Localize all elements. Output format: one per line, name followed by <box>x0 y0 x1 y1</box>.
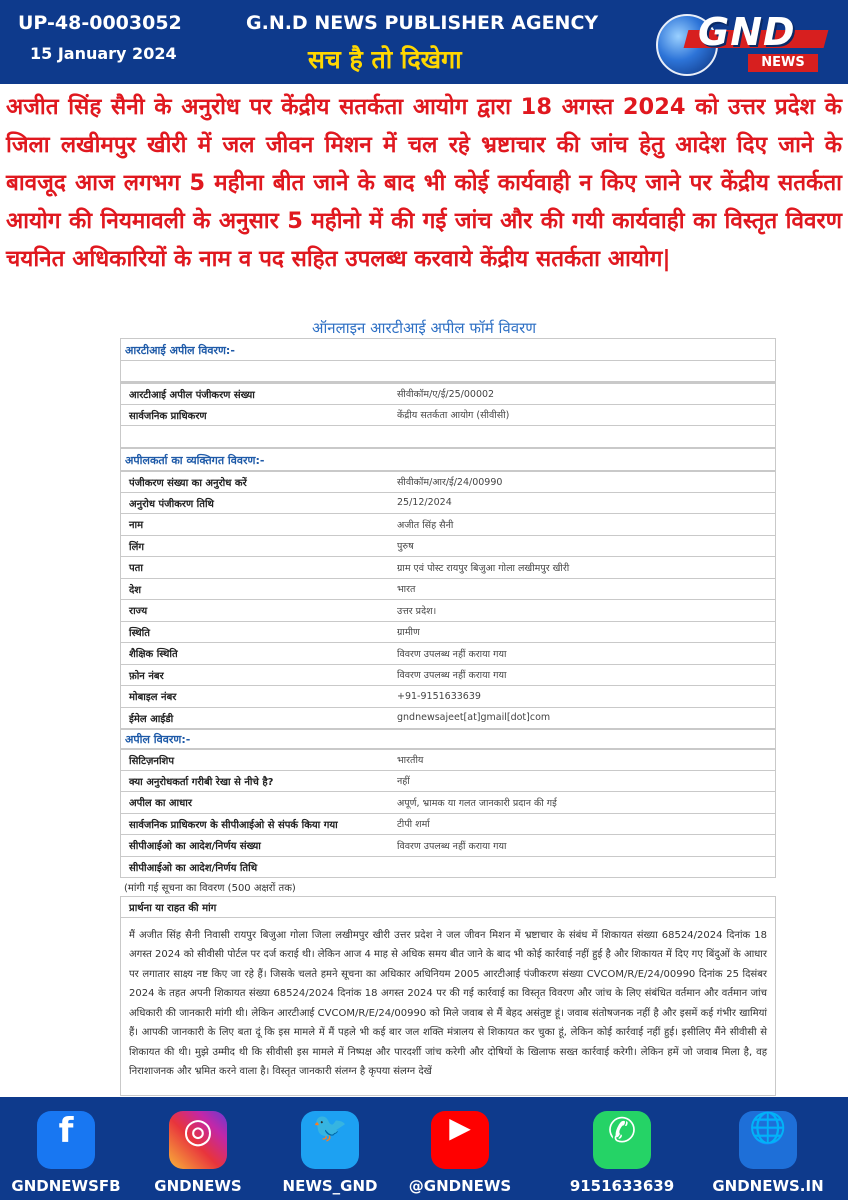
registration-code: UP-48-0003052 <box>18 12 182 34</box>
row-value: टीपी शर्मा <box>397 819 430 831</box>
globe-icon[interactable]: 🌐 <box>739 1111 797 1169</box>
row-label: नाम <box>129 520 144 532</box>
row-value: विवरण उपलब्ध नहीं कराया गया <box>397 648 507 660</box>
logo-text: GND <box>698 10 796 54</box>
headline: अजीत सिंह सैनी के अनुरोध पर केंद्रीय सतर्कता आयोग द्वारा 18 अगस्त 2024 को उत्तर प्रदेश के जिला लखीमपुर खीरी में जल जीवन मिशन में चल रहे भ्रष्टाचार की जांच हेतु आदेश दिए जाने के बावजूद आज लगभग 5 महीना बीत जाने के बाद भी कोई कार्यवाही न किए जाने पर केंद्रीय सतर्कता आयोग की नियमावली के अनुसार 5 महीनो में की गई जांच और की गयी कार्यवाही का विस्तृत विवरण चयनित अधिकारियों के नाम व पद सहित उपलब्ध करवाये केंद्रीय सतर्कता आयोग| <box>6 94 842 272</box>
row-label: मोबाइल नंबर <box>129 692 177 704</box>
tagline: सच है तो दिखेगा <box>308 45 462 74</box>
section-appeal-rows <box>120 382 776 426</box>
social-whatsapp[interactable] <box>552 1111 692 1195</box>
form-row <box>120 579 776 601</box>
row-label: अपील का आधार <box>129 798 192 810</box>
row-value: अजीत सिंह सैनी <box>397 519 454 531</box>
row-label: सार्वजनिक प्राधिकरण के सीपीआईओ से संपर्क किया गया <box>129 819 338 831</box>
header-banner <box>0 0 848 84</box>
section-title-personal: अपीलकर्ता का व्यक्तिगत विवरण:- <box>120 448 776 470</box>
prayer-text: मैं अजीत सिंह सैनी निवासी रायपुर बिजुआ गोला जिला लखीमपुर खीरी उत्तर प्रदेश ने जल जीवन मिशन में भ्रष्टाचार के संबंध में शिकायत संख्या 68524/2024 दिनांक 18 अगस्त 2024 को सीवीसी पोर्टल पर दर्ज कराई थी। लेकिन आज 4 माह से अधिक समय बीत जाने के बाद भी कोई कार्रवाई नहीं हुई है और शिकायत में दिए गए बिंदुओं के आधार पर लगातार साक्ष्य नष्ट किए जा रहे हैं। जिसके चलते हमने सूचना का अधिकार अधिनियम 2005 आरटीआई पंजीकरण संख्या CVCOM/R/E/24/00990 दिनांक 25 दिसंबर 2024 के तहत अपनी शिकायत संख्या 68524/2024 दिनांक 18 अगस्त 2024 पर की गई कार्रवाई का विस्तृत विवरण और जांच के लिए संबंधित वर्तमान और वर्तमान जांच अधिकारी की जानकारी मांगी थी। लेकिन आरटीआई CVCOM/R/E/24/00990 को मिले जवाब से मैं बेहद असंतुष्ट हूं। जवाब संतोषजनक नहीं है और इसमें कई गंभीर खामियां हैं। आपकी जानकारी के लिए बता दूं कि इस मामले में मैं पहले भी कई बार जल शक्ति मंत्रालय से शिकायत कर चुका हूं, लेकिन कोई कार्रवाई नहीं हुई। इसीलिए मैंने सीवीसी से शिकायत की थी। मुझे उम्मीद थी कि सीवीसी इस मामले में निष्पक्ष और पारदर्शी जांच करेगी और दोषियों के खिलाफ सख्त कार्रवाई करेगी। लेकिन हमें जो जवाब मिला है, वह निराशाजनक और भ्रमित करने वाला है। विस्तृत जानकारी संलग्न है कृपया संलग्न देखें <box>120 918 776 1096</box>
row-value: सीवीकॉम/आर/ई/24/00990 <box>397 477 503 489</box>
social-label: 9151633639 <box>569 1177 675 1195</box>
row-label: अनुरोध पंजीकरण तिथि <box>129 498 214 510</box>
row-value: 25/12/2024 <box>397 497 452 509</box>
social-twitter[interactable] <box>260 1111 400 1195</box>
form-row <box>120 514 776 536</box>
form-row <box>120 471 776 493</box>
row-value: भारतीय <box>397 755 424 767</box>
form-row <box>120 622 776 644</box>
section-title-appeal-details: अपील विवरण:- <box>120 729 776 748</box>
row-label: शैक्षिक स्थिति <box>129 649 178 661</box>
instagram-icon[interactable]: ◎ <box>169 1111 227 1169</box>
logo-subtext: NEWS <box>748 54 818 72</box>
form-row <box>120 792 776 814</box>
spacer <box>120 426 776 448</box>
row-label: फ़ोन नंबर <box>129 670 164 682</box>
social-label: @GNDNEWS <box>408 1177 512 1195</box>
social-label: GNDNEWS.IN <box>712 1177 824 1195</box>
facebook-icon[interactable]: f <box>37 1111 95 1169</box>
row-label: सिटिज़नशिप <box>129 755 175 767</box>
youtube-icon[interactable]: ▶ <box>431 1111 489 1169</box>
form-row <box>120 405 776 427</box>
social-label: GNDNEWSFB <box>11 1177 121 1195</box>
footer-social-bar <box>0 1097 848 1200</box>
form-row <box>120 493 776 515</box>
row-label: स्थिति <box>129 627 150 639</box>
social-label: GNDNEWS <box>154 1177 242 1195</box>
form-row <box>120 749 776 771</box>
form-row <box>120 383 776 405</box>
row-value: नहीं <box>397 776 410 788</box>
social-youtube[interactable] <box>390 1111 530 1195</box>
row-value: विवरण उपलब्ध नहीं कराया गया <box>397 840 507 852</box>
form-row <box>120 771 776 793</box>
row-label: राज्य <box>129 606 148 618</box>
section-personal-rows <box>120 470 776 729</box>
row-value: सीवीकॉम/ए/ई/25/00002 <box>397 389 495 401</box>
row-value: ग्रामीण <box>397 627 420 639</box>
row-label: सार्वजनिक प्राधिकरण <box>129 410 207 422</box>
row-label: पंजीकरण संख्या का अनुरोध करें <box>129 477 247 489</box>
row-value: अपूर्ण, भ्रामक या गलत जानकारी प्रदान की गई <box>397 797 557 809</box>
rti-appeal-form <box>120 338 776 1096</box>
row-value: भारत <box>397 584 416 596</box>
row-value: gndnewsajeet[at]gmail[dot]com <box>397 712 551 724</box>
form-row <box>120 708 776 730</box>
form-row <box>120 835 776 857</box>
publish-date: 15 January 2024 <box>30 44 177 63</box>
row-label: देश <box>129 584 142 596</box>
form-row <box>120 643 776 665</box>
row-label: सीपीआईओ का आदेश/निर्णय संख्या <box>129 841 261 853</box>
info-note: (मांगी गई सूचना का विवरण (500 अक्षरों तक) <box>124 883 296 894</box>
row-value: विवरण उपलब्ध नहीं कराया गया <box>397 670 507 682</box>
row-value: उत्तर प्रदेश। <box>397 605 437 617</box>
row-label: लिंग <box>129 541 144 553</box>
social-instagram[interactable] <box>128 1111 268 1195</box>
row-label: ईमेल आईडी <box>129 713 174 725</box>
row-label: क्या अनुरोधकर्ता गरीबी रेखा से नीचे है? <box>129 776 274 788</box>
prayer-label-row <box>120 896 776 918</box>
row-value: पुरुष <box>397 541 414 553</box>
whatsapp-icon[interactable]: ✆ <box>593 1111 651 1169</box>
row-label: पता <box>129 563 143 575</box>
form-row <box>120 814 776 836</box>
row-label: सीपीआईओ का आदेश/निर्णय तिथि <box>129 862 258 874</box>
form-row <box>120 600 776 622</box>
row-value: केंद्रीय सतर्कता आयोग (सीवीसी) <box>397 410 510 422</box>
form-title: ऑनलाइन आरटीआई अपील फॉर्म विवरण <box>311 319 537 337</box>
spacer <box>120 360 776 382</box>
row-label: आरटीआई अपील पंजीकरण संख्या <box>129 389 255 401</box>
form-row <box>120 557 776 579</box>
form-row <box>120 857 776 879</box>
social-label: NEWS_GND <box>282 1177 378 1195</box>
section-appeal-detail-rows <box>120 748 776 878</box>
agency-name: G.N.D NEWS PUBLISHER AGENCY <box>246 12 599 34</box>
form-row <box>120 665 776 687</box>
row-value: +91-9151633639 <box>397 690 481 702</box>
section-title-appeal: आरटीआई अपील विवरण:- <box>120 338 776 360</box>
row-value: ग्राम एवं पोस्ट रायपुर बिजुआ गोला लखीमपुर खीरी <box>397 562 570 574</box>
social-website[interactable] <box>698 1111 838 1195</box>
prayer-label: प्रार्थना या राहत की मांग <box>129 902 217 914</box>
social-facebook[interactable] <box>0 1111 136 1195</box>
gnd-news-logo <box>652 8 832 78</box>
form-row <box>120 686 776 708</box>
twitter-icon[interactable]: 🐦 <box>301 1111 359 1169</box>
form-row <box>120 536 776 558</box>
